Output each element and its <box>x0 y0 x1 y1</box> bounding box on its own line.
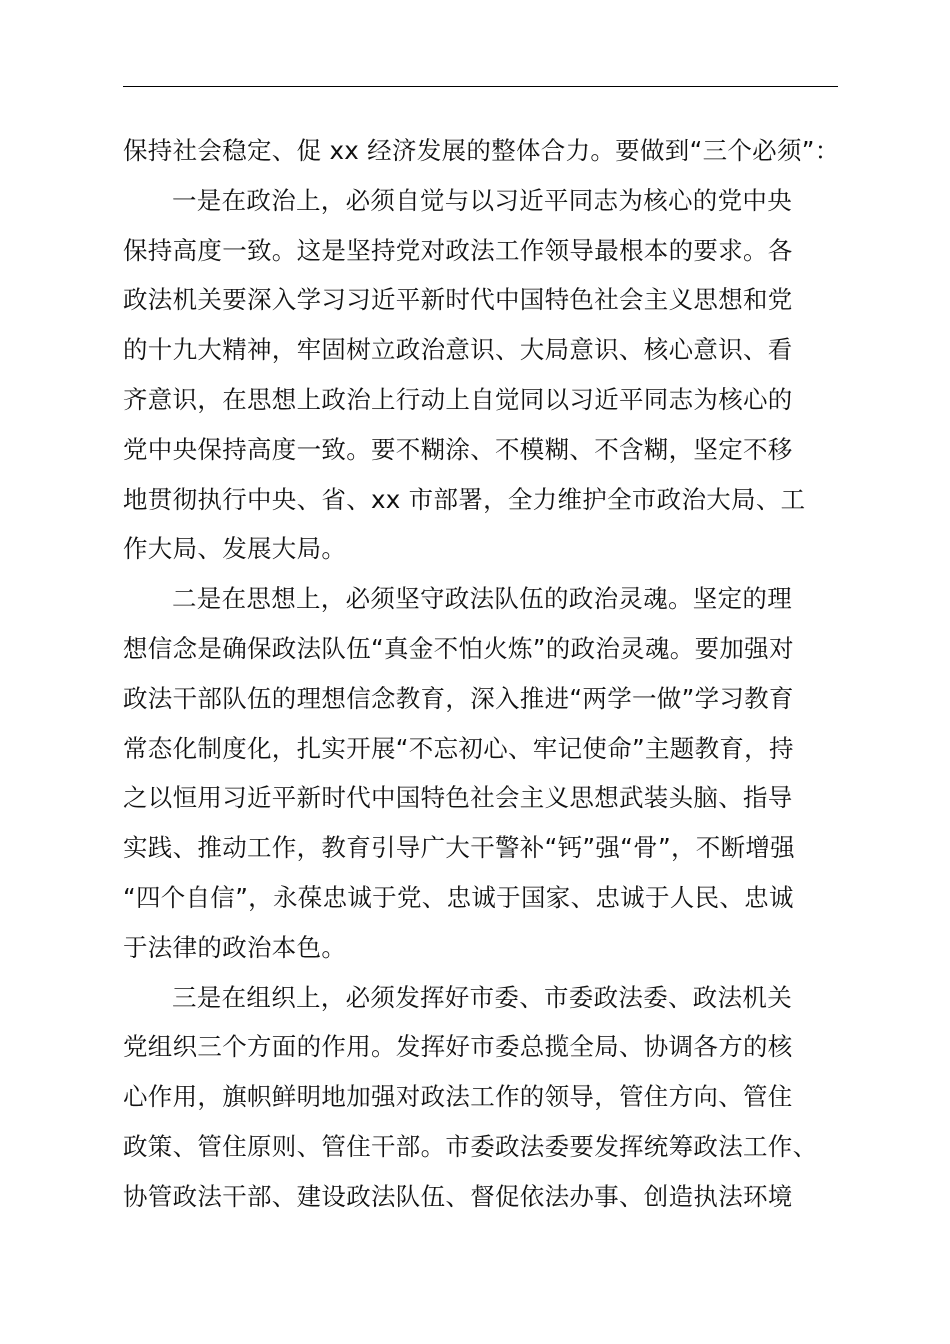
text-line: 三是在组织上，必须发挥好市委、市委政法委、政法机关 <box>172 982 792 1012</box>
text-line: 想信念是确保政法队伍“真金不怕火炼”的政治灵魂。要加强对 <box>123 633 794 663</box>
text-line: 保持高度一致。这是坚持党对政法工作领导最根本的要求。各 <box>123 235 793 265</box>
text-line: 常态化制度化，扎实开展“不忘初心、牢记使命”主题教育，持 <box>123 733 794 763</box>
text-line: 政法干部队伍的理想信念教育，深入推进“两学一做”学习教育 <box>123 683 794 713</box>
text-line: 于法律的政治本色。 <box>123 932 347 962</box>
text-line: 心作用，旗帜鲜明地加强对政法工作的领导，管住方向、管住 <box>123 1082 793 1112</box>
text-line: 齐意识，在思想上政治上行动上自觉同以习近平同志为核心的 <box>123 384 793 414</box>
text-line: 的十九大精神，牢固树立政治意识、大局意识、核心意识、看 <box>123 335 793 365</box>
text-line: 党组织三个方面的作用。发挥好市委总揽全局、协调各方的核 <box>123 1032 793 1062</box>
text-line: 协管政法干部、建设政法队伍、督促依法办事、创造执法环境 <box>123 1181 793 1211</box>
text-line: 二是在思想上，必须坚守政法队伍的政治灵魂。坚定的理 <box>172 584 792 614</box>
text-line: 一是在政治上，必须自觉与以习近平同志为核心的党中央 <box>172 185 792 215</box>
text-line: 政法机关要深入学习习近平新时代中国特色社会主义思想和党 <box>123 285 793 315</box>
header-rule <box>123 86 838 87</box>
text-line: 作大局、发展大局。 <box>123 534 347 564</box>
text-line: 党中央保持高度一致。要不糊涂、不模糊、不含糊，坚定不移 <box>123 434 793 464</box>
text-line: 保持社会稳定、促 xx 经济发展的整体合力。要做到“三个必须”： <box>123 136 840 165</box>
text-line: 政策、管住原则、管住干部。市委政法委要发挥统筹政法工作、 <box>123 1131 818 1161</box>
text-line: 实践、推动工作，教育引导广大干警补“钙”强“骨”，不断增强 <box>123 833 795 863</box>
text-line: “四个自信”，永葆忠诚于党、忠诚于国家、忠诚于人民、忠诚 <box>123 882 794 912</box>
body-text <box>123 126 843 1222</box>
text-line: 地贯彻执行中央、省、xx 市部署，全力维护全市政治大局、工 <box>123 484 806 514</box>
text-line: 之以恒用习近平新时代中国特色社会主义思想武装头脑、指导 <box>123 783 793 813</box>
